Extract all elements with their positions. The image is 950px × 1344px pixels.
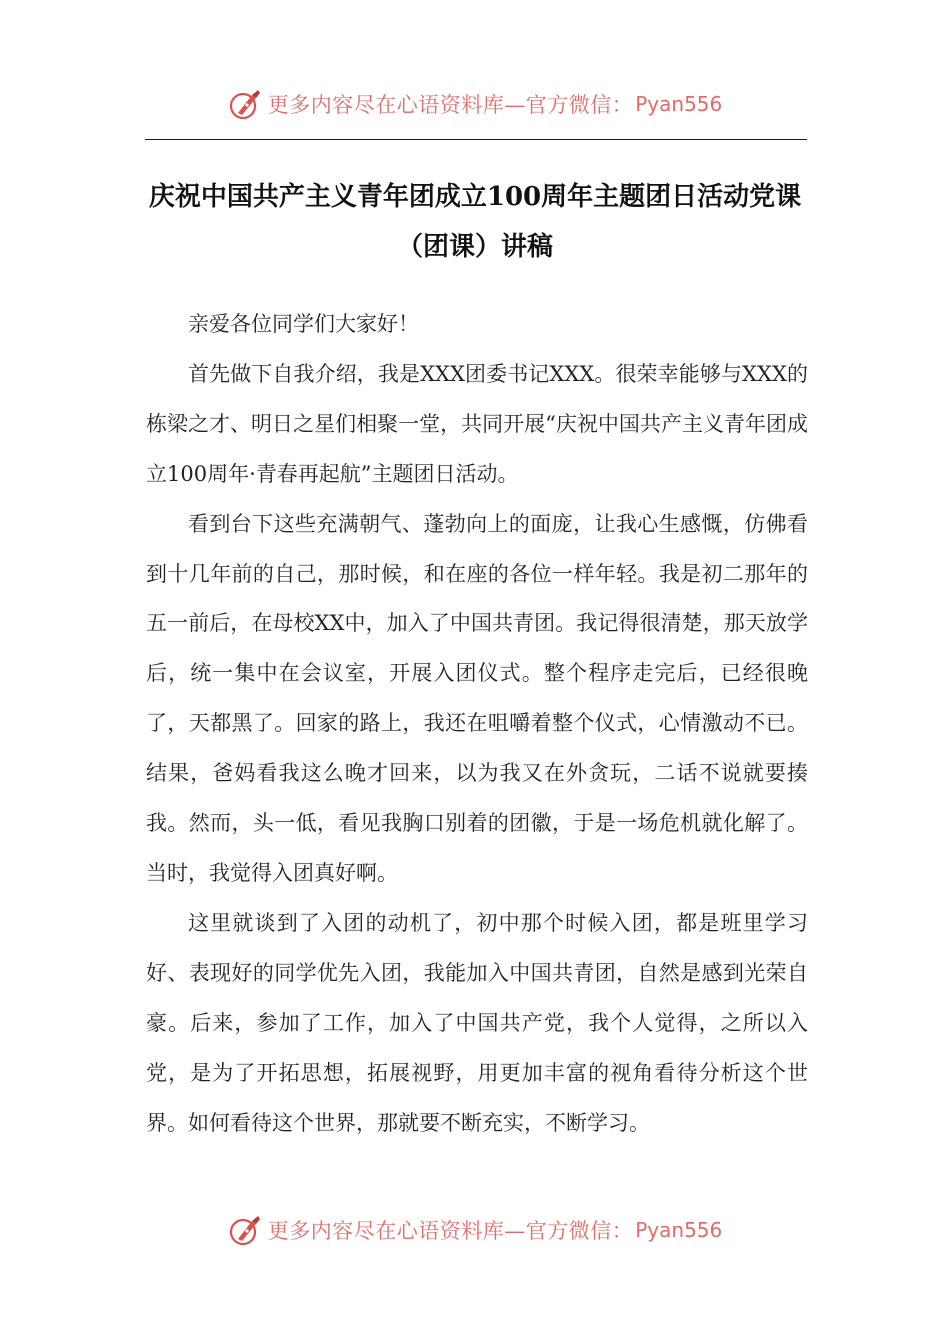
banner-text: 更多内容尽在心语资料库—官方微信： xyxy=(267,93,634,117)
document-title xyxy=(120,172,830,272)
title-line-1: 庆祝中国共产主义青年团成立100周年主题团日活动党课 xyxy=(148,182,802,212)
pen-nib-logo-icon xyxy=(228,87,262,121)
paragraph-greeting: 亲爱各位同学们大家好！ xyxy=(188,312,419,336)
header-divider xyxy=(145,139,807,140)
title-line-2: （团课）讲稿 xyxy=(396,232,553,262)
paragraph-intro: 首先做下自我介绍，我是XXX团委书记XXX。很荣幸能够与XXX的栋梁之才、明日之星们相聚一堂，共同开展“庆祝中国共产主义青年团成立100周年·青春再起航”主题团日活动。 xyxy=(146,361,808,486)
wechat-id: Pyan556 xyxy=(635,1218,723,1242)
banner-text: 更多内容尽在心语资料库—官方微信： xyxy=(267,1219,634,1243)
speech-body xyxy=(146,300,808,1148)
header-banner xyxy=(0,82,950,126)
paragraph-memory: 看到台下这些充满朝气、蓬勃向上的面庞，让我心生感慨，仿佛看到十几年前的自己，那时候，和在座的各位一样年轻。我是初二那年的五一前后，在母校XX中，加入了中国共青团。我记得很清楚，那天放学后，统一集中在会议室，开展入团仪式。整个程序走完后，已经很晚了，天都黑了。回家的路上，我还在咀嚼着整个仪式，心情激动不已。结果，爸妈看我这么晚才回来，以为我又在外贪玩，二话不说就要揍我。然而，头一低，看见我胸口别着的团徽，于是一场危机就化解了。当时，我觉得入团真好啊。 xyxy=(146,511,808,885)
wechat-id: Pyan556 xyxy=(635,92,723,116)
pen-nib-logo-icon xyxy=(228,1213,262,1247)
footer-banner xyxy=(0,1208,950,1252)
paragraph-motivation: 这里就谈到了入团的动机了，初中那个时候入团，都是班里学习好、表现好的同学优先入团，我能加入中国共青团，自然是感到光荣自豪。后来，参加了工作，加入了中国共产党，我个人觉得，之所以入党，是为了开拓思想，拓展视野，用更加丰富的视角看待分析这个世界。如何看待这个世界，那就要不断充实，不断学习。 xyxy=(146,910,808,1135)
